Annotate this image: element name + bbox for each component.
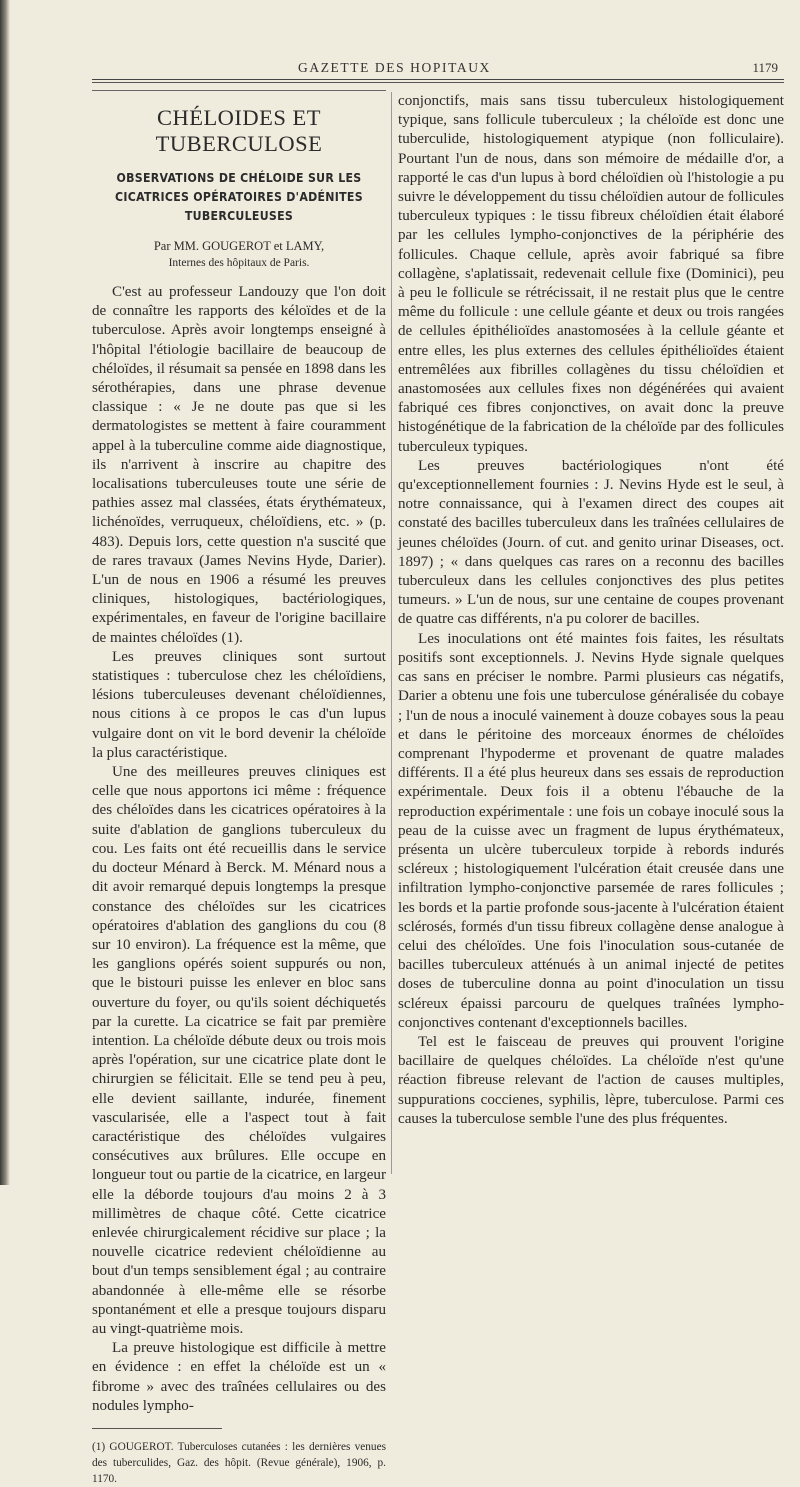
page-number: 1179: [752, 60, 778, 75]
title-rule: [92, 90, 386, 91]
paragraph: Tel est le faisceau de preuves qui prouvent l'origine bacillaire de quelques chéloïdes. La chéloïde n'est qu'une réaction fibreuse relevant de l'action de causes multiples, suppurations coccienes, syphilis, lèpre, tuberculose. Parmi ces causes la tuberculose semble l'une des plus fréquentes.: [398, 1033, 784, 1127]
paragraph: Les preuves cliniques sont surtout statistiques : tuberculose chez les chéloïdiens, lésions tuberculeuses devenant chéloïdiennes, nous citions à ce propos le cas d'un lupus vulgaire dont on vit le bord devenir la chéloïde la plus caractéristique.: [92, 648, 386, 761]
column-divider: [391, 92, 392, 1174]
left-column: [92, 88, 386, 1487]
author-affiliation: Internes des hôpitaux de Paris.: [168, 257, 310, 269]
footnote: (1) GOUGEROT. Tuberculoses cutanées : les dernières venues des tuberculides, Gaz. des hôpit. (Revue générale), 1906, p. 1170.: [92, 1440, 386, 1485]
footnote-rule: [92, 1428, 222, 1429]
running-head: GAZETTE DES HOPITAUX: [298, 60, 491, 75]
article-subtitle: OBSERVATIONS DE CHÉLOIDE SUR LES CICATRICES OPÉRATOIRES D'ADÉNITES TUBERCULEUSES: [115, 171, 363, 223]
paragraph: conjonctifs, mais sans tissu tuberculeux histologiquement typique, sans follicule tuberculeux ; la chéloïde est donc une tuberculide, histologiquement atypique (non folliculaire). Pourtant l'un de nous, dans son mémoire de médaille d'or, a rapporté le cas d'un lupus à bord chéloïdien où l'histologie a pu suivre le développement du tissu chéloïdien autour de follicules tuberculeux typiques : le tissu fibreux chéloïdien était élaboré par les cellules lympho-conjonctives de la périphérie des follicules. Chaque cellule, après avoir fabriqué sa fibre collagène, s'aplatissait, redevenait cellule fixe (Dominici), peu à peu le follicule se rétrécissait, il ne restait plus que le centre même du follicule : une cellule géante et deux ou trois rangées de cellules épithélioïdes anastomosées à la cellule géante et entre elles, les plus externes des cellules épithélioïdes étaient entremêlées aux fibrilles collagènes du tissu chéloïdien et anastomosées aux cellules fixes non dégénérées qui avaient fabriqué ces fibres conjonctives, on avait donc la preuve histogénétique de la fabrication de la chéloïde par des follicules tuberculeux typiques.: [398, 93, 784, 455]
article-title: CHÉLOIDES ET TUBERCULOSE: [155, 105, 323, 156]
paragraph: Les preuves bactériologiques n'ont été qu'exceptionnellement fournies : J. Nevins Hyde est le seul, à notre connaissance, qui à l'examen direct des coupes ait constaté des bacilles tuberculeux dans les traînées cellulaires de jeunes chéloïdes (Journ. of cut. and genito urinar Diseases, oct. 1897) ; « dans quelques cas rares on a reconnu des bacilles tuberculeux dans les cellules conjonctives des plus petites tumeurs. » L'un de nous, sur une centaine de coupes provenant de quatre cas différents, n'a pu colorer de bacilles.: [398, 457, 784, 628]
page-binding-shadow: [0, 0, 10, 1185]
paragraph: Les inoculations ont été maintes fois faites, les résultats positifs sont exceptionnels. J. Nevins Hyde signale quelques cas sans en préciser le nombre. Parmi plusieurs cas négatifs, Darier a obtenu une fois une tuberculose généralisée du cobaye ; l'un de nous a inoculé vainement à douze cobayes sous la peau et dans le péritoine des morceaux énormes de chéloïdes comprenant l'hypoderme et provenant de quatre malades différents. Il a été plus heureux dans ses essais de reproduction expérimentale. Deux fois il a obtenu l'ébauche de la reproduction expérimentale : une fois un cobaye inoculé sous la peau de la cuisse avec un fragment de lupus érythémateux, présenta un ulcère tuberculeux torpide à rebords indurés scléreux ; histologiquement l'ulcération était creusée dans une infiltration lympho-conjonctive parsemée de rares follicules ; les bords et la partie profonde sous-jacente à l'ulcération étaient sclérosés, formés d'un tissu fibreux collagène dense analogue à celui des chéloïdes. Une fois l'inoculation sous-cutanée de bacilles tuberculeux atténués à un animal injecté de petites doses de tuberculine donna au point d'inoculation un tissu scléreux épaissi parcouru de quelques traînées lympho-conjonctives contenant d'exceptionnels bacilles.: [398, 630, 784, 1031]
paragraph: C'est au professeur Landouzy que l'on doit de connaître les rapports des kéloïdes et de la tuberculose. Après avoir longtemps enseigné à l'hôpital l'étiologie bacillaire de beaucoup de chéloïdes, il résumait sa pensée en 1898 dans les sérothérapies, dans une phrase devenue classique : « Je ne doute pas que si les dermatologistes se mettent à faire couramment appel à la tuberculine comme aide diagnostique, ils n'arrivent à inscrire au chapitre des localisations tuberculeuses toute une série de pathies assez mal classées, états érythémateux, lichénoïdes, verruqueux, chéloïdiens, etc. » (p. 483). Depuis lors, cette question n'a suscité que de rares travaux (James Nevins Hyde, Darier). L'un de nous en 1906 a résumé les preuves cliniques, histologiques, bactériologiques, expérimentales, en faveur de l'origine bacillaire de maintes chéloïdes (1).: [92, 284, 386, 646]
header-rule: [92, 79, 784, 83]
author-byline: Par MM. GOUGEROT et LAMY,: [153, 239, 325, 253]
paragraph: Une des meilleures preuves cliniques est celle que nous apportons ici même : fréquence des chéloïdes dans les cicatrices opératoires à la suite d'ablation de ganglions tuberculeux du cou. Les faits ont été recueillis dans le service du docteur Ménard à Berck. M. Ménard nous a dit avoir remarqué depuis longtemps la presque constance des chéloïdes sur les cicatrices opératoires d'ablation des ganglions du cou (8 sur 10 environ). La fréquence est la même, que les ganglions opérés soient suppurés ou non, que le bistouri puisse les enlever en bloc sans ouverture du foyer, ou qu'ils soient déchiquetés par la curette. La cicatrice se fait par première intention. La chéloïde débute deux ou trois mois après l'opération, sur une cicatrice plate dont le chirurgien se félicitait. Elle se tend peu à peu, elle devient saillante, indurée, finement vascularisée, elle a l'aspect tout à fait caractéristique des chéloïdes vulgaires consécutives aux brûlures. Elle occupe en longueur tout ou partie de la cicatrice, en largeur elle la déborde toujours d'au moins 2 à 3 millimètres de chaque côté. Cette cicatrice enlevée chirurgicalement récidive sur place ; la nouvelle cicatrice redevient chéloïdienne au bout d'un temps sensiblement égal ; au contraire abandonnée à elle-même elle se résorbe spontanément et elle a presque toujours disparu au vingt-quatrième mois.: [92, 764, 386, 1337]
right-column: [398, 92, 784, 1129]
paragraph: La preuve histologique est difficile à mettre en évidence : en effet la chéloïde est un « fibrome » avec des traînées cellulaires ou des nodules lympho-: [92, 1340, 386, 1414]
